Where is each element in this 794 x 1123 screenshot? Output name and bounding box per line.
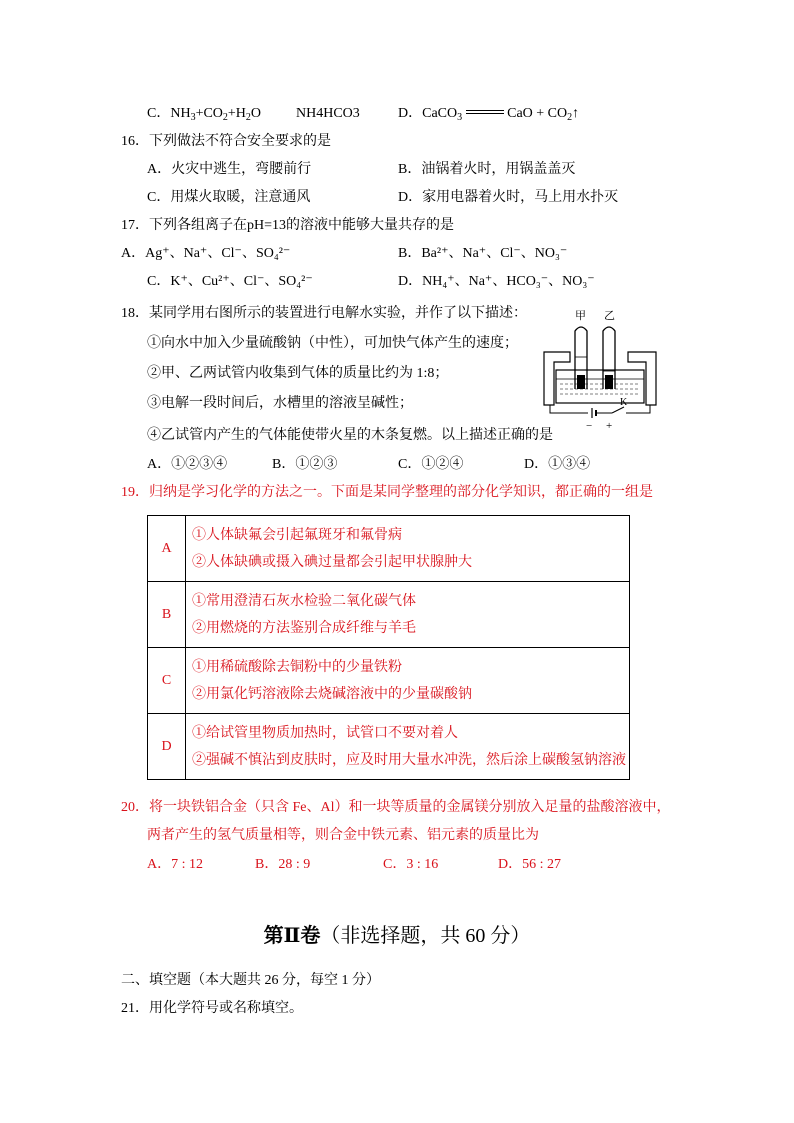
q16-option-c: C．用煤火取暖，注意通风 [147, 190, 311, 205]
q17-option-d: D．NH₄⁺、Na⁺、HCO₃⁻、NO₃⁻ [398, 274, 595, 289]
q17-option-c: C．K⁺、Cu²⁺、Cl⁻、SO₄²⁻ [147, 274, 313, 289]
water-trough [556, 370, 644, 403]
q18-statement-2: ②甲、乙两试管内收集到气体的质量比约为 1:8； [147, 366, 449, 381]
part-two-title-rest: （非选择题，共 60 分） [320, 925, 531, 947]
q20-option-b: B．28 : 9 [255, 857, 311, 872]
q20-stem-line-1: 20．将一块铁铝合金（只含 Fe、Al）和一块等质量的金属镁分别放入足量的盐酸溶液中， [121, 800, 671, 815]
row-line-2: ②用氯化钙溶液除去烧碱溶液中的少量碳酸钠 [192, 686, 472, 702]
section-two-heading: 二、填空题（本大题共 26 分，每空 1 分） [121, 973, 380, 988]
label-yi: 乙 [604, 310, 615, 322]
table-row [148, 648, 630, 714]
row-line-1: ①用稀硫酸除去铜粉中的少量铁粉 [192, 659, 402, 675]
q15-option-c: C．$NH_3+CO_2+H_2O$ [147, 106, 262, 123]
label-jia: 甲 [575, 310, 586, 322]
q15-option-d: D．CaCO$_3$ CaO + $CO_2↑$ [398, 106, 580, 123]
q16-option-a: A．火灾中逃生，弯腰前行 [147, 162, 312, 177]
q20-option-d: D．56 : 27 [498, 857, 561, 872]
row-label: D [148, 714, 186, 780]
q18-statement-3: ③电解一段时间后，水槽里的溶液呈碱性； [147, 396, 413, 411]
q19-knowledge-table [147, 515, 630, 780]
table-row [148, 714, 630, 780]
q18-statement-4: ④乙试管内产生的气体能使带火星的木条复燃。以上描述正确的是 [147, 428, 553, 443]
electrode-jia [577, 375, 585, 389]
q21-stem: 21．用化学符号或名称填空。 [121, 1001, 303, 1016]
left-stand [544, 352, 570, 405]
table-row [148, 582, 630, 648]
row-line-2: ②强碱不慎沾到皮肤时，应及时用大量水冲洗，然后涂上碳酸氢钠溶液 [192, 752, 626, 768]
part-two-title-bold: 第Ⅱ卷 [263, 925, 321, 947]
label-plus: + [606, 420, 613, 430]
q18-option-d: D．①③④ [524, 457, 591, 472]
q18-stem: 18．某同学用右图所示的装置进行电解水实验，并作了以下描述： [121, 306, 527, 321]
q17-option-b: B．Ba²⁺、Na⁺、Cl⁻、NO₃⁻ [398, 246, 568, 261]
row-label: A [148, 516, 186, 582]
electrolysis-apparatus-figure [540, 305, 660, 430]
q19-stem: 19．归纳是学习化学的方法之一。下面是某同学整理的部分化学知识，都正确的一组是 [121, 485, 653, 500]
right-stand [628, 352, 656, 405]
q17-stem: 17．下列各组离子在pH=13的溶液中能够大量共存的是 [121, 218, 455, 233]
row-label: B [148, 582, 186, 648]
row-line-2: ②人体缺碘或摄入碘过量都会引起甲状腺肿大 [192, 554, 472, 570]
row-line-1: ①人体缺氟会引起氟斑牙和氟骨病 [192, 527, 402, 543]
label-k: K [620, 397, 628, 408]
q16-option-d: D．家用电器着火时，马上用水扑灭 [398, 190, 619, 205]
part-two-title [0, 922, 794, 950]
q20-stem-line-2: 两者产生的氢气质量相等，则合金中铁元素、铝元素的质量比为 [147, 828, 539, 843]
row-line-1: ①给试管里物质加热时，试管口不要对着人 [192, 725, 458, 741]
row-line-2: ②用燃烧的方法鉴别合成纤维与羊毛 [192, 620, 416, 636]
q16-option-b: B．油锅着火时，用锅盖盖灭 [398, 162, 576, 177]
q18-option-c: C．①②④ [398, 457, 464, 472]
q15-option-c-product: NH4HCO3 [296, 106, 360, 121]
q20-option-c: C．3 : 16 [383, 857, 439, 872]
row-line-1: ①常用澄清石灰水检验二氧化碳气体 [192, 593, 416, 609]
q16-stem: 16．下列做法不符合安全要求的是 [121, 134, 331, 149]
electrode-yi [605, 375, 613, 389]
q18-option-a: A．①②③④ [147, 457, 228, 472]
q17-option-a: A．Ag⁺、Na⁺、Cl⁻、SO₄²⁻ [121, 246, 291, 261]
table-row [148, 516, 630, 582]
label-minus: − [586, 420, 593, 430]
row-label: C [148, 648, 186, 714]
q20-option-a: A．7 : 12 [147, 857, 203, 872]
q18-statement-1: ①向水中加入少量硫酸钠（中性），可加快气体产生的速度； [147, 336, 518, 351]
q18-option-b: B．①②③ [272, 457, 338, 472]
